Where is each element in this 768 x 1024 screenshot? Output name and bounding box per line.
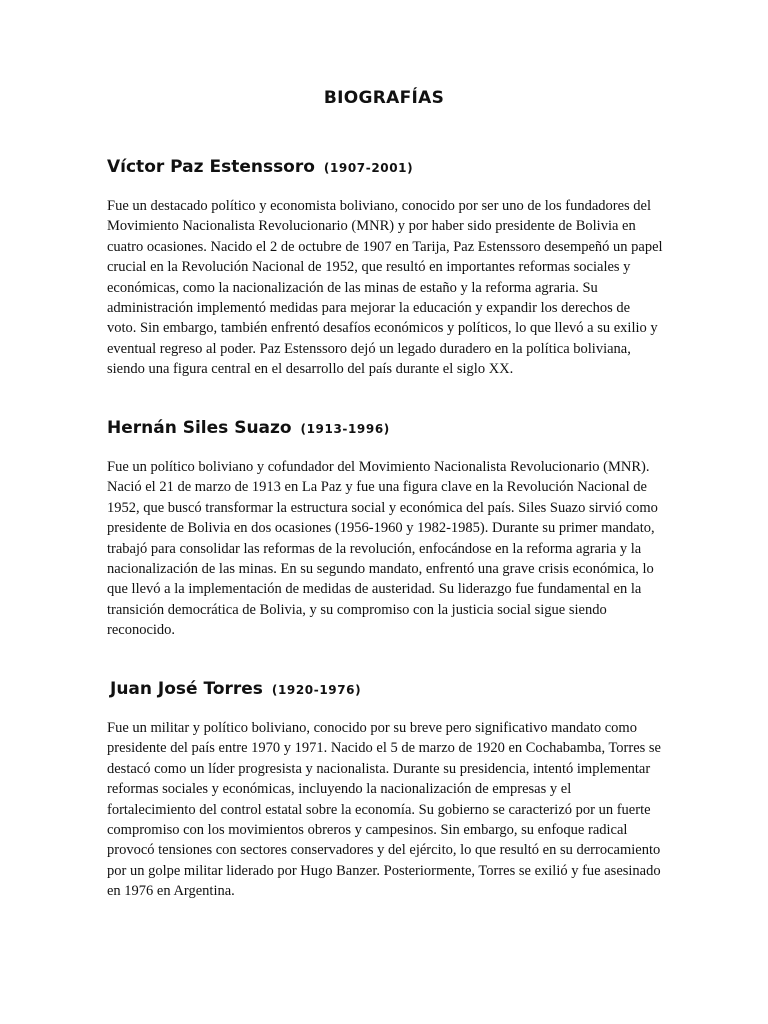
biography-text: Fue un político boliviano y cofundador del Movimiento Nacionalista Revolucionario (MNR). Nació el 21 de marzo de 1913 en La Paz y fue una figura clave en la Revolución Nacional de 1952, que buscó transformar la estructura social y económica del país. Siles Suazo sirvió como presidente de Bolivia en dos ocasiones (1956-1960 y 1982-1985). Durante su primer mandato, trabajó para consolidar las reformas de la revolución, enfocándose en la reforma agraria y la nacionalización de las minas. En su segundo mandato, enfrentó una grave crisis económica, lo que llevó a la implementación de medidas de austeridad. Su liderazgo fue fundamental en la transición democrática de Bolivia, y su compromiso con la justicia social sigue siendo reconocido. — [107, 459, 658, 639]
biography-text: Fue un destacado político y economista boliviano, conocido por ser uno de los fundadores del Movimiento Nacionalista Revolucionario (MNR) y por haber sido presidente de Bolivia en cuatro ocasiones. Nacido el 2 de octubre de 1907 en Tarija, Paz Estenssoro desempeñó un papel crucial en la Revolución Nacional de 1952, que resultó en importantes reformas sociales y económicas, como la nacionalización de las minas de estaño y la reforma agraria. Su administración implementó medidas para mejorar la educación y expandir los derechos de voto. Sin embargo, también enfrentó desafíos económicos y políticos, lo que llevó a su exilio y eventual regreso al poder. Paz Estenssoro dejó un legado duradero en la política boliviana, siendo una figura central en el desarrollo del país durante el siglo XX. — [107, 198, 663, 378]
biography-heading — [107, 416, 663, 441]
biography-heading — [107, 155, 663, 180]
biography-years: (1920-1976) — [271, 683, 362, 697]
biography-section — [107, 416, 663, 641]
biography-section — [107, 677, 663, 902]
spacer — [107, 441, 663, 457]
biography-text: Fue un militar y político boliviano, conocido por su breve pero significativo mandato como presidente del país entre 1970 y 1971. Nacido el 5 de marzo de 1920 en Cochabamba, Torres se destacó como un líder progresista y nacionalista. Durante su presidencia, intentó implementar reformas sociales y económicas, incluyendo la nacionalización de empresas y el fortalecimiento del control estatal sobre la economía. Su gobierno se caracterizó por un fuerte compromiso con los movimientos obreros y campesinos. Sin embargo, su enfoque radical provocó tensiones con sectores conservadores y del ejército, lo que resultó en su derrocamiento por un golpe militar liderado por Hugo Banzer. Posteriormente, Torres se exilió y fue asesinado en 1976 en Argentina. — [107, 720, 661, 900]
spacer — [107, 180, 663, 196]
biography-name: Juan José Torres — [110, 679, 263, 699]
biography-name: Víctor Paz Estenssoro — [107, 157, 315, 177]
biography-name: Hernán Siles Suazo — [107, 418, 292, 438]
biography-years: (1907-2001) — [323, 161, 414, 175]
biography-years: (1913-1996) — [300, 422, 390, 436]
spacer — [107, 702, 663, 718]
biography-heading — [107, 677, 663, 702]
document-title: BIOGRAFÍAS — [323, 88, 445, 108]
biography-section — [107, 155, 663, 380]
